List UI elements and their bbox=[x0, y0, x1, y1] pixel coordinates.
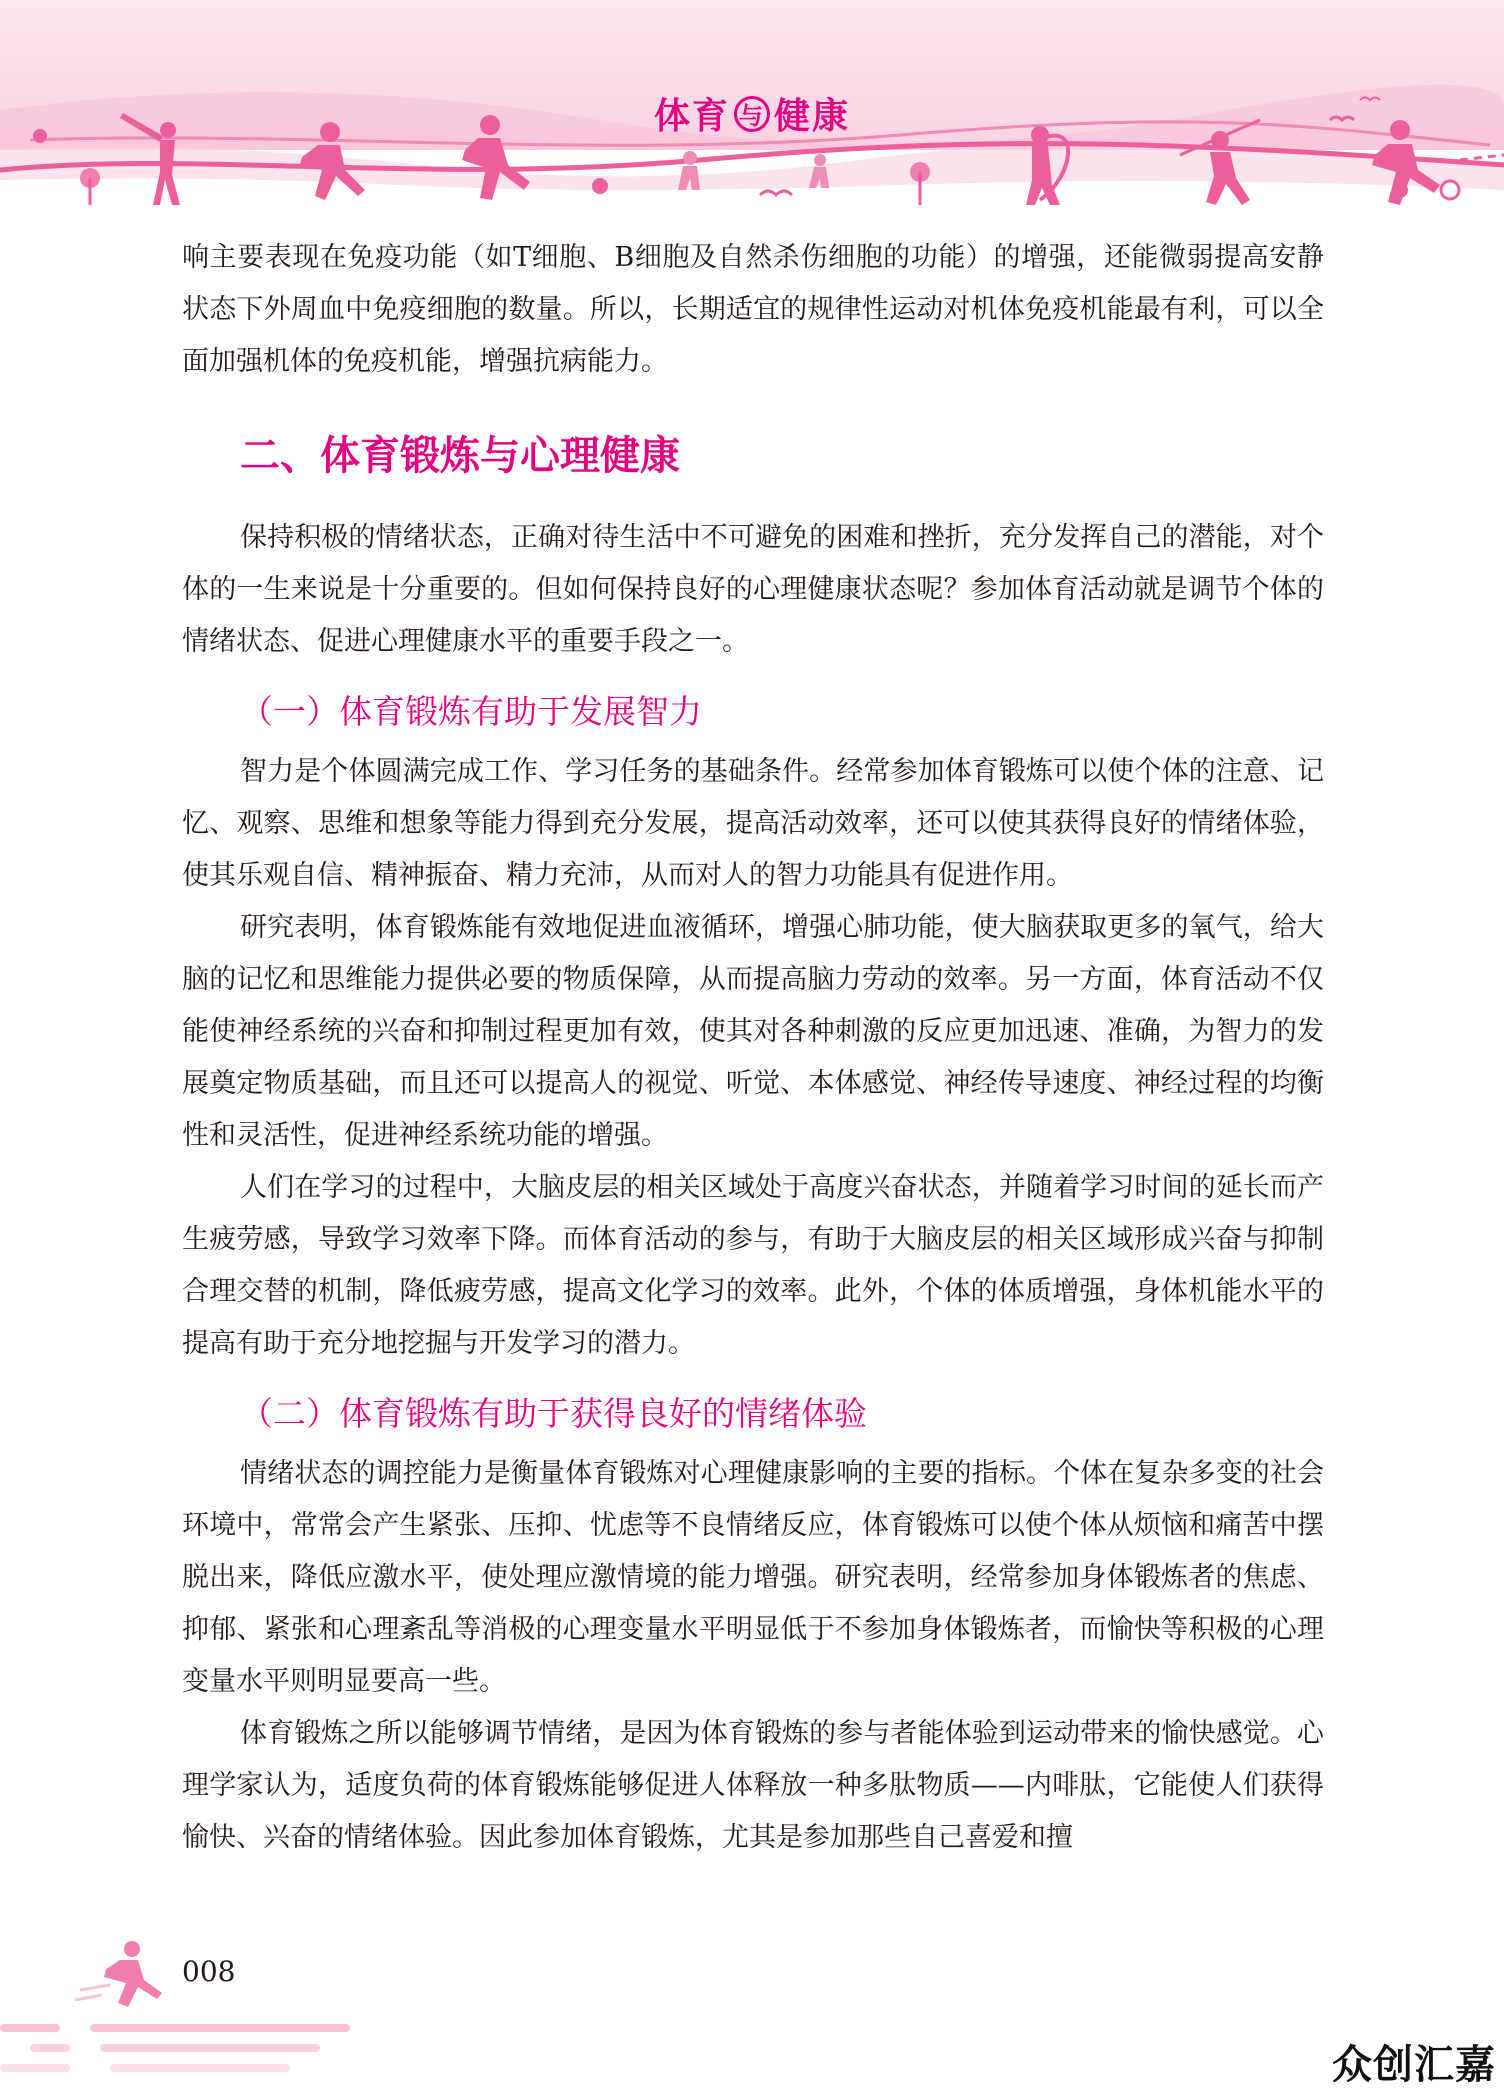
paragraph-5: 人们在学习的过程中，大脑皮层的相关区域处于高度兴奋状态，并随着学习时间的延长而产生疲劳感，导致学习效率下降。而体育活动的参与，有助于大脑皮层的相关区域形成兴奋与抑制合理交替的机制，降低疲劳感，提高文化学习的效率。此外，个体的体质增强，身体机能水平的提高有助于充分地挖掘与开发学习的潜力。 bbox=[182, 1172, 1324, 1359]
runner-footer-icon bbox=[70, 1935, 170, 2019]
header-title bbox=[0, 88, 1504, 139]
paragraph-3: 智力是个体圆满完成工作、学习任务的基础条件。经常参加体育锻炼可以使个体的注意、记忆、观察、思维和想象等能力得到充分发展，提高活动效率，还可以使其获得良好的情绪体验，使其乐观自信、精神振奋、精力充沛，从而对人的智力功能具有促进作用。 bbox=[182, 756, 1324, 891]
section-heading: 二、体育锻炼与心理健康 bbox=[240, 433, 680, 479]
header-title-mid: 与 bbox=[734, 96, 770, 132]
subsection-heading-1: （一）体育锻炼有助于发展智力 bbox=[240, 692, 702, 731]
footer-stripe-decoration bbox=[0, 2020, 380, 2090]
page-number: 008 bbox=[182, 1955, 236, 1988]
header-title-right: 健康 bbox=[774, 96, 851, 137]
paragraph-1: 响主要表现在免疫功能（如T细胞、B细胞及自然杀伤细胞的功能）的增强，还能微弱提高安静状态下外周血中免疫细胞的数量。所以，长期适宜的规律性运动对机体免疫机能最有利，可以全面加强机体的免疫机能，增强抗病能力。 bbox=[182, 242, 1324, 377]
subsection-heading-2: （二）体育锻炼有助于获得良好的情绪体验 bbox=[240, 1394, 867, 1433]
paragraph-2: 保持积极的情绪状态，正确对待生活中不可避免的困难和挫折，充分发挥自己的潜能，对个体的一生来说是十分重要的。但如何保持良好的心理健康状态呢？参加体育活动就是调节个体的情绪状态、促进心理健康水平的重要手段之一。 bbox=[182, 522, 1324, 657]
paragraph-6: 情绪状态的调控能力是衡量体育锻炼对心理健康影响的主要的指标。个体在复杂多变的社会环境中，常常会产生紧张、压抑、忧虑等不良情绪反应，体育锻炼可以使个体从烦恼和痛苦中摆脱出来，降低应激水平，使处理应激情境的能力增强。研究表明，经常参加身体锻炼者的焦虑、抑郁、紧张和心理紊乱等消极的心理变量水平明显低于不参加身体锻炼者，而愉快等积极的心理变量水平则明显要高一些。 bbox=[182, 1458, 1324, 1697]
paragraph-7: 体育锻炼之所以能够调节情绪，是因为体育锻炼的参与者能体验到运动带来的愉快感觉。心理学家认为，适度负荷的体育锻炼能够促进人体释放一种多肽物质——内啡肽，它能使人们获得愉快、兴奋的情绪体验。因此参加体育锻炼，尤其是参加那些自己喜爱和擅 bbox=[182, 1718, 1324, 1853]
header-banner bbox=[0, 0, 1504, 210]
watermark: 众创汇嘉 bbox=[1332, 2042, 1496, 2088]
footer-stripes bbox=[0, 2020, 380, 2094]
main-content bbox=[182, 232, 1324, 1864]
paragraph-4: 研究表明，体育锻炼能有效地促进血液循环，增强心肺功能，使大脑获取更多的氧气，给大脑的记忆和思维能力提供必要的物质保障，从而提高脑力劳动的效率。另一方面，体育活动不仅能使神经系统的兴奋和抑制过程更加有效，使其对各种刺激的反应更加迅速、准确，为智力的发展奠定物质基础，而且还可以提高人的视觉、听觉、本体感觉、神经传导速度、神经过程的均衡性和灵活性，促进神经系统功能的增强。 bbox=[182, 912, 1324, 1151]
runner-icon bbox=[70, 1935, 170, 2015]
header-title-left: 体育 bbox=[653, 96, 730, 137]
